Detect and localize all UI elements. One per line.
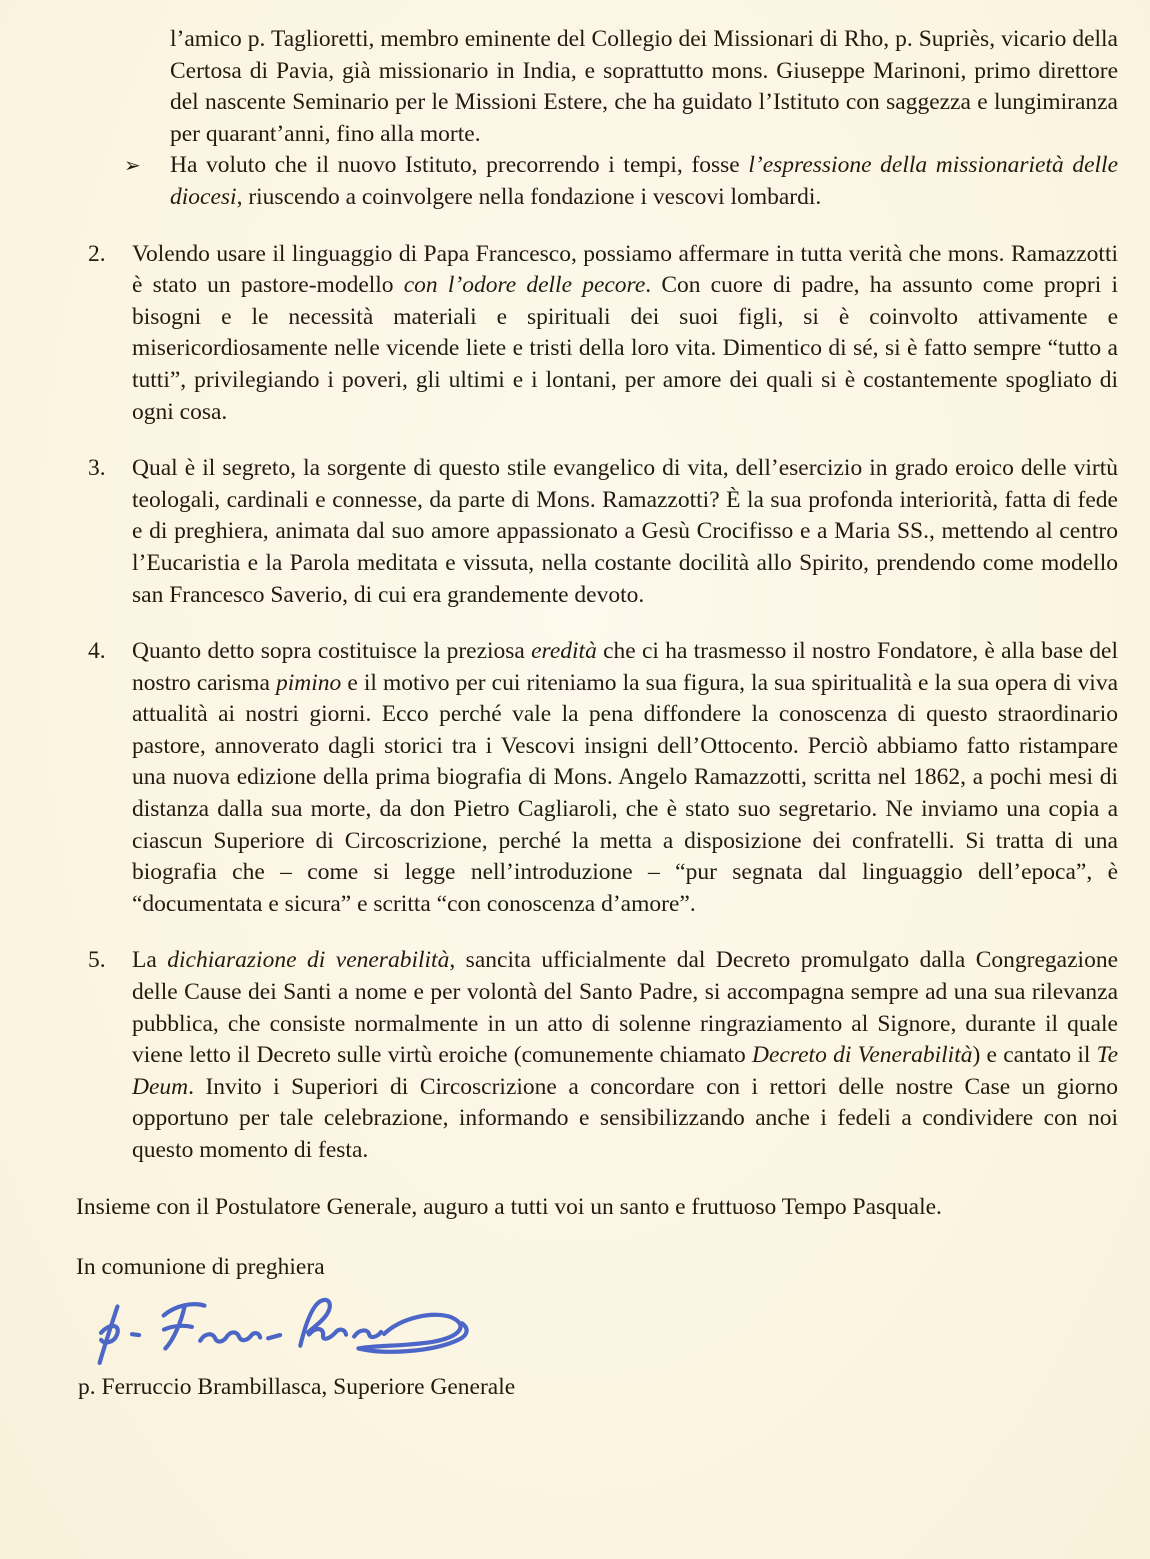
italic-phrase: Decreto di Venerabilità [752,1042,973,1069]
arrow-bullet-icon: ➢ [124,153,141,178]
signature-ink-icon [87,1286,481,1376]
letter-content [0,24,1150,1403]
italic-phrase: eredità [531,638,597,665]
text-segment: . Invito i Superiori di Circoscrizione a concordare con i rettori delle nostre Case un giorno opportuno per tale celebrazione, informando e sensibilizzando anche i fedeli a condividere con noi questo momento di festa. [132,1073,1118,1163]
text-segment: l’amico p. Taglioretti, membro eminente del Collegio dei Missionari di Rho, p. Supriès, vicario della Certosa di Pavia, già missionario in India, e soprattutto mons. Giuseppe Marinoni, primo direttore del nascente Seminario per le Missioni Estere, che ha guidato l’Istituto con saggezza e lungimiranza per quarant’anni, fino alla morte. [170,26,1118,147]
text-segment: Ha voluto che il nuovo Istituto, precorrendo i tempi, fosse [170,152,749,179]
text-segment: , riuscendo a coinvolgere nella fondazione i vescovi lombardi. [236,183,822,210]
handwritten-signature [87,1286,481,1376]
paragraph-text [132,945,1118,1166]
letter-blocks [0,24,1150,1167]
text-segment: Quanto detto sopra costituisce la preziosa [132,638,532,665]
italic-phrase: dichiarazione di venerabilità [167,947,450,974]
italic-phrase: l’espressione della missionarietà delle diocesi [170,152,1119,210]
text-segment: . Con cuore di padre, ha assunto come propri i bisogni e le necessità materiali e spirituali dei suoi figli, si è coinvolto attivamente e misericordiosamente nelle vicende liete e tristi della loro vita. Dimentico di sé, si è fatto sempre “tutto a tutti”, privilegiando i poveri, gli ultimi e i lontani, per amore dei quali si è costantemente spogliato di ogni cosa. [132,272,1118,425]
paragraph-text [132,636,1118,920]
list-number-marker: 3. [88,455,106,482]
text-segment: La [132,947,168,974]
list-number-marker: 4. [88,638,106,665]
text-segment: e il motivo per cui riteniamo la sua figura, la sua spiritualità e la sua opera di viva attualità ai nostri giorni. Ecco perché vale la pena diffondere la conoscenza di questo straordinario pastore, annoverato dagli storici tra i Vescovi insigni dell’Ottocento. Perciò abbiamo fatto ristampare una nuova edizione della prima biografia di Mons. Angelo Ramazzotti, scritta nel 1862, a pochi mesi di distanza dalla sua morte, da don Pietro Cagliaroli, che è stato suo segretario. Ne inviamo una copia a ciascun Superiore di Circoscrizione, perché la metta a disposizione dei confratelli. Si tratta di una biografia che – come si legge nell’introduzione – “pur segnata dal linguaggio dell’epoca”, è “documentata e sicura” e scritta “con conoscenza d’amore”. [132,669,1119,917]
text-segment: che ci ha trasmesso il nostro Fondatore, è alla base del nostro carisma [132,638,1118,696]
paragraph-text [132,239,1118,429]
list-item-4 [88,636,1118,920]
salutation-line: In comunione di preghiera [76,1254,325,1281]
bullet-item [124,150,1118,213]
list-number-marker: 5. [88,947,106,974]
paragraph-text [170,24,1118,150]
signer-name-line: p. Ferruccio Brambillasca, Superiore Generale [78,1373,516,1400]
text-segment: Qual è il segreto, la sorgente di questo stile evangelico di vita, dell’esercizio in grado eroico delle virtù teologali, cardinali e connesse, da parte di Mons. Ramazzotti? È la sua profonda interiorità, fatta di fede e di preghiera, animata dal suo amore appassionato a Gesù Crocifisso e a Maria SS., mettendo al centro l’Eucaristia e la Parola meditata e vissuta, nella costante docilità allo Spirito, prendendo come modello san Francesco Saverio, di cui era grandemente devoto. [132,455,1118,608]
italic-phrase: con l’odore delle pecore [403,272,646,299]
paragraph-text [170,150,1118,213]
list-item-2 [88,239,1118,429]
continuation-paragraph [170,24,1118,150]
list-number-marker: 2. [88,240,106,267]
list-item-5 [88,945,1118,1166]
text-segment: ) e cantato il [972,1042,1097,1069]
italic-phrase: Te Deum [132,1042,1118,1100]
closing-line: Insieme con il Postulatore Generale, auguro a tutti voi un santo e fruttuoso Tempo Pasquale. [76,1193,942,1220]
list-item-3 [88,453,1118,611]
text-segment: Volendo usare il linguaggio di Papa Francesco, possiamo affermare in tutta verità che mons. Ramazzotti è stato un pastore-modello [132,240,1118,299]
italic-phrase: pimino [275,669,342,696]
paragraph-text [132,453,1118,611]
text-segment: , sancita ufficialmente dal Decreto promulgato dalla Congregazione delle Cause dei Santi a nome e per volontà del Santo Padre, si accompagna sempre ad una sua rilevanza pubblica, che consiste normalmente in un atto di solenne ringraziamento al Signore, durante il quale viene letto il Decreto sulle virtù eroiche (comunemente chiamato [132,947,1118,1069]
